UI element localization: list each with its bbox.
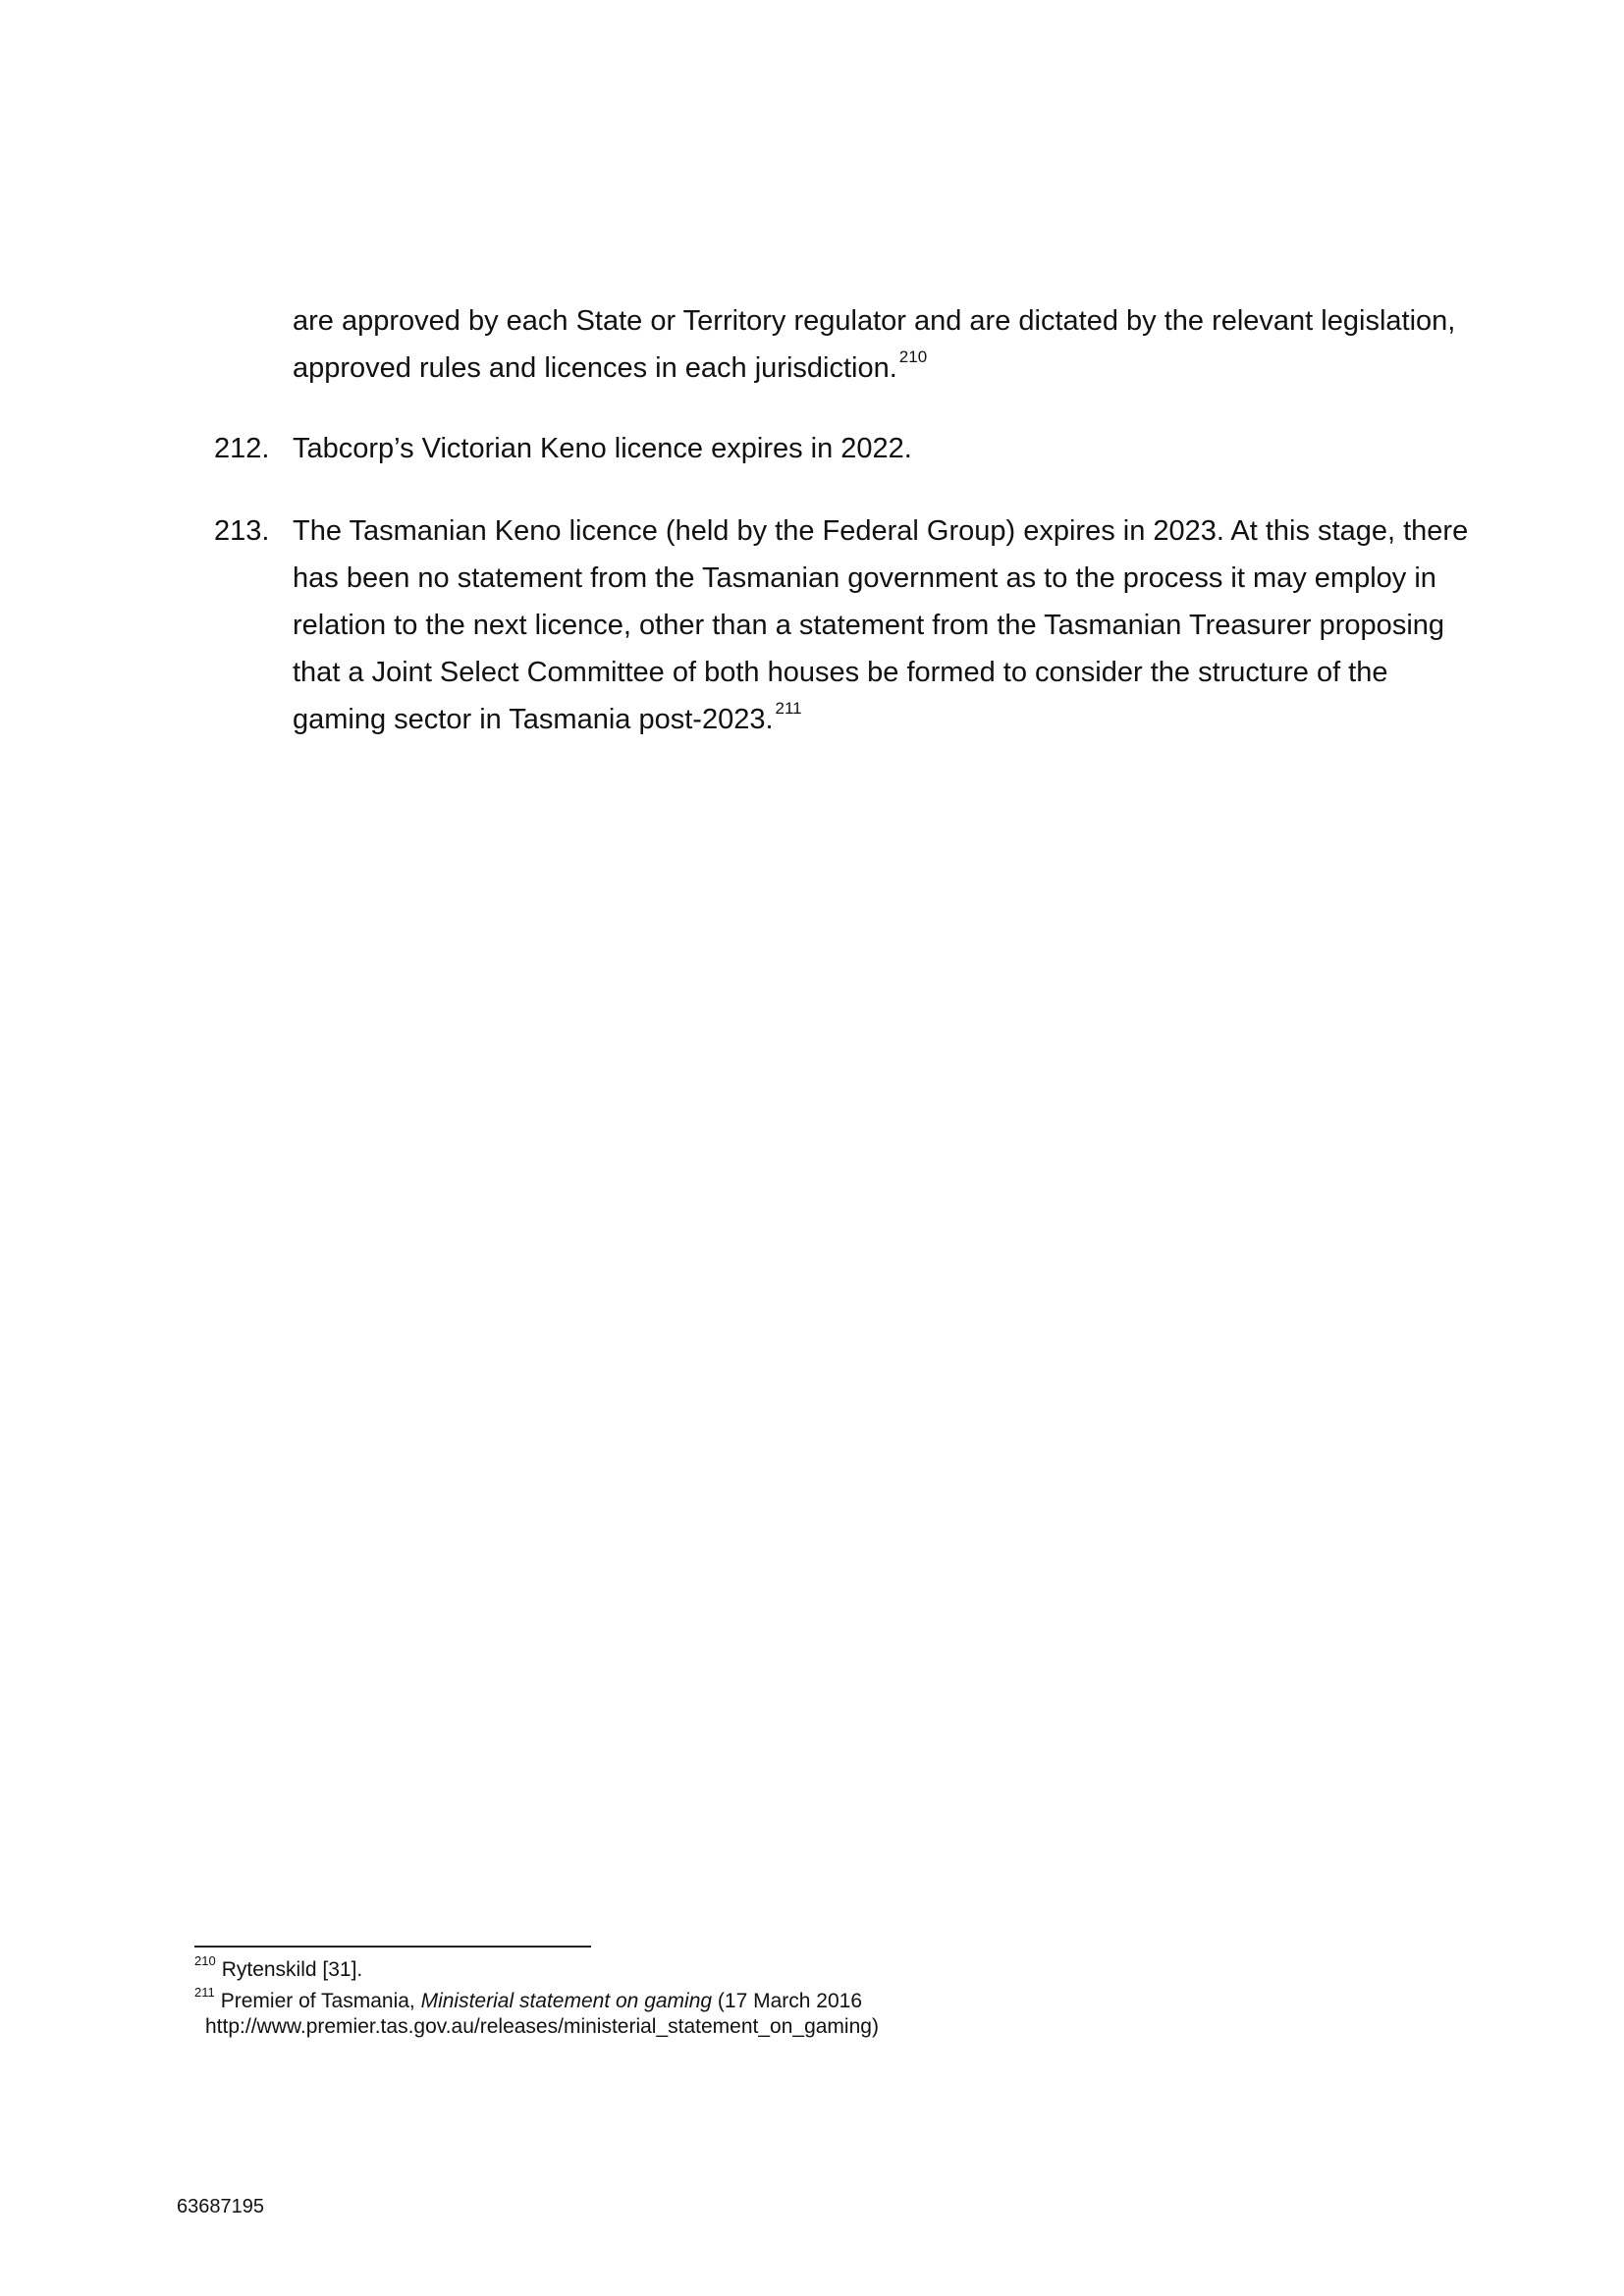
paragraph-line: has been no statement from the Tasmanian government as to the process it may employ in — [293, 562, 1436, 594]
paragraph-line-text: gaming sector in Tasmania post-2023. — [293, 704, 774, 735]
footnote-separator — [194, 1946, 591, 1948]
paragraph-line: Tabcorp’s Victorian Keno licence expires in 2022. — [293, 433, 912, 464]
paragraph-text — [293, 425, 1443, 472]
paragraph-text — [293, 507, 1469, 743]
footnote-ref-210[interactable]: 210 — [898, 347, 928, 367]
paragraph-line: The Tasmanian Keno licence (held by the Federal Group) expires in 2023. At this stage, there — [293, 515, 1469, 547]
footnote-ref-211[interactable]: 211 — [775, 699, 802, 719]
footnote-number: 211 — [194, 1985, 215, 2000]
footnote-url[interactable]: http://www.premier.tas.gov.au/releases/ministerial_statement_on_gaming) — [205, 2015, 879, 2038]
footnote-210 — [194, 1953, 363, 1983]
paragraph-line: relation to the next licence, other than a statement from the Tasmanian Treasurer proposing — [293, 610, 1445, 641]
paragraph-number: 213. — [214, 515, 270, 547]
document-id: 63687195 — [177, 2196, 264, 2217]
footnote-text: Premier of Tasmania, — [220, 1990, 421, 2012]
footnote-211 — [194, 1985, 879, 2040]
paragraph-line-text: approved rules and licences in each jurisdiction. — [293, 352, 897, 384]
footnote-text: Rytenskild [31]. — [221, 1958, 363, 1981]
footnote-number: 210 — [194, 1953, 216, 1968]
paragraph-line — [293, 345, 1443, 392]
paragraph-line — [293, 696, 1443, 743]
footnote-title: Ministerial statement on gaming — [420, 1990, 713, 2012]
paragraph-line: that a Joint Select Committee of both houses be formed to consider the structure of the — [293, 657, 1388, 688]
paragraph-text — [293, 297, 1456, 392]
paragraph-line: are approved by each State or Territory regulator and are dictated by the relevant legislation, — [293, 305, 1456, 337]
paragraph-number: 212. — [214, 433, 270, 464]
footnote-text: (17 March 2016 — [712, 1990, 862, 2012]
footnote-first-line — [194, 1985, 862, 2012]
